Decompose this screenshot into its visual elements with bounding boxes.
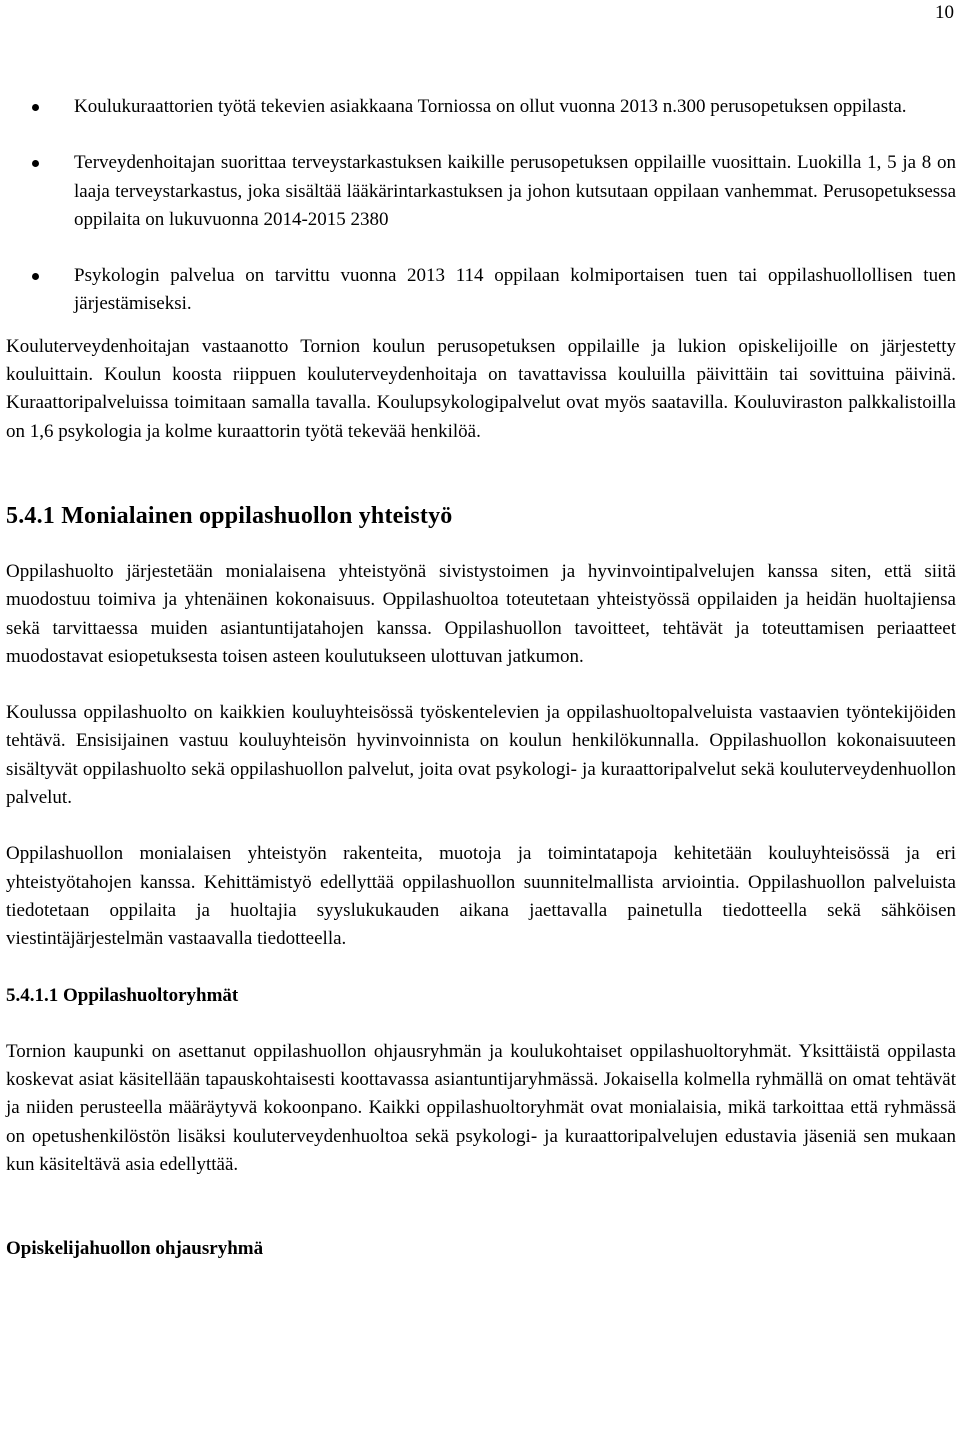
health-services-paragraph: Kouluterveydenhoitajan vastaanotto Tornion koulun perusopetuksen oppilaille ja lukion opiskelijoille on järjestetty kouluittain. Koulun koosta riippuen kouluterveydenhoitaja on tavattavissa kouluilla päivittäin tai sovittuina päivinä. Kuraattoripalveluissa toimitaan samalla tavalla. Koulupsykologipalvelut ovat myös saatavilla. Kouluviraston palkkalistoilla on 1,6 psykologia ja kolme kuraattorin työtä tekevää henkilöä.	[6, 335, 956, 442]
bullet-icon	[32, 104, 39, 111]
spacer	[6, 1179, 956, 1235]
section-heading: 5.4.1 Monialainen oppilashuollon yhteistyö	[6, 502, 453, 529]
spacer	[6, 671, 956, 699]
spacer	[6, 1010, 956, 1038]
spacer	[6, 446, 956, 502]
list-item	[6, 149, 956, 234]
list-item-text: Psykologin palvelua on tarvittu vuonna 2013 114 oppilaan kolmiportaisen tuen tai oppilashuollollisen tuen järjestämiseksi.	[74, 265, 956, 315]
section-paragraph: Koulussa oppilashuolto on kaikkien kouluyhteisössä työskentelevien ja oppilashuoltopalveluista vastaavien työntekijöiden tehtävä. Ensisijainen vastuu kouluyhteisön hyvinvoinnista on koulun henkilökunnalla. Oppilashuollon kokonaisuuteen sisältyvät oppilashuolto sekä oppilashuollon palvelut, joita ovat psykologi- ja kuraattoripalvelut sekä kouluterveydenhuollon palvelut.	[6, 702, 956, 809]
bullet-icon	[32, 273, 39, 280]
spacer	[6, 319, 956, 333]
section-paragraph: Oppilashuolto järjestetään monialaisena yhteistyönä sivistystoimen ja hyvinvointipalvelujen kanssa siten, että siitä muodostuu toimiva ja yhtenäinen kokonaisuus. Oppilashuoltoa toteutetaan yhteistyössä oppilaiden ja heidän huoltajiensa sekä tarvittaessa muiden asiantuntijatahojen kanssa. Oppilashuollon tavoitteet, tehtävät ja toteuttamisen periaatteet muodostavat esiopetuksesta toisen asteen koulutukseen ulottuvan jatkumon.	[6, 560, 956, 667]
document-body	[6, 93, 956, 1264]
section-paragraph: Oppilashuollon monialaisen yhteistyön rakenteita, muotoja ja toimintatapoja kehitetään kouluyhteisössä ja eri yhteistyötahojen kanssa. Kehittämistyö edellyttää oppilashuollon suunnitelmallista arviointia. Oppilashuollon palveluista tiedotetaan oppilaita ja huoltajia syyslukukauden aikana jaettavalla painetulla tiedotteella sekä sähköisen viestintäjärjestelmän vastaavalla tiedotteella.	[6, 843, 956, 950]
bullet-list	[6, 93, 956, 319]
list-item-text: Terveydenhoitajan suorittaa terveystarkastuksen kaikille perusopetuksen oppilaille vuosittain. Luokilla 1, 5 ja 8 on laaja terveystarkastus, joka sisältää lääkärintarkastuksen ja johon kutsutaan oppilaan vanhemmat. Perusopetuksessa oppilaita on lukuvuonna 2014-2015 2380	[74, 152, 956, 230]
spacer	[6, 234, 956, 262]
spacer	[6, 812, 956, 840]
subsection-paragraph: Tornion kaupunki on asettanut oppilashuollon ohjausryhmän ja koulukohtaiset oppilashuoltoryhmät. Yksittäistä oppilasta koskevat asiat käsitellään tapauskohtaisesti koottavassa asiantuntijaryhmässä. Jokaisella kolmella ryhmällä on omat tehtävät ja niiden perusteella määräytyvä kokoonpano. Kaikki oppilashuoltoryhmät ovat monialaisia, mikä tarkoittaa että ryhmässä on opetushenkilöstön lisäksi kouluterveydenhuoltoa sekä psykologi- ja kuraattoripalvelujen edustavia jäseniä sen mukaan kun käsiteltävä asia edellyttää.	[6, 1040, 956, 1176]
spacer	[6, 530, 956, 558]
bullet-icon	[32, 160, 39, 167]
spacer	[6, 954, 956, 982]
spacer	[6, 121, 956, 149]
page-number: 10	[935, 2, 954, 23]
list-item	[6, 262, 956, 319]
subsection-heading: 5.4.1.1 Oppilashuoltoryhmät	[6, 984, 239, 1006]
list-item-text: Koulukuraattorien työtä tekevien asiakkaana Torniossa on ollut vuonna 2013 n.300 perusopetuksen oppilasta.	[74, 96, 907, 117]
bottom-heading: Opiskelijahuollon ohjausryhmä	[6, 1238, 264, 1260]
list-item	[6, 93, 956, 121]
